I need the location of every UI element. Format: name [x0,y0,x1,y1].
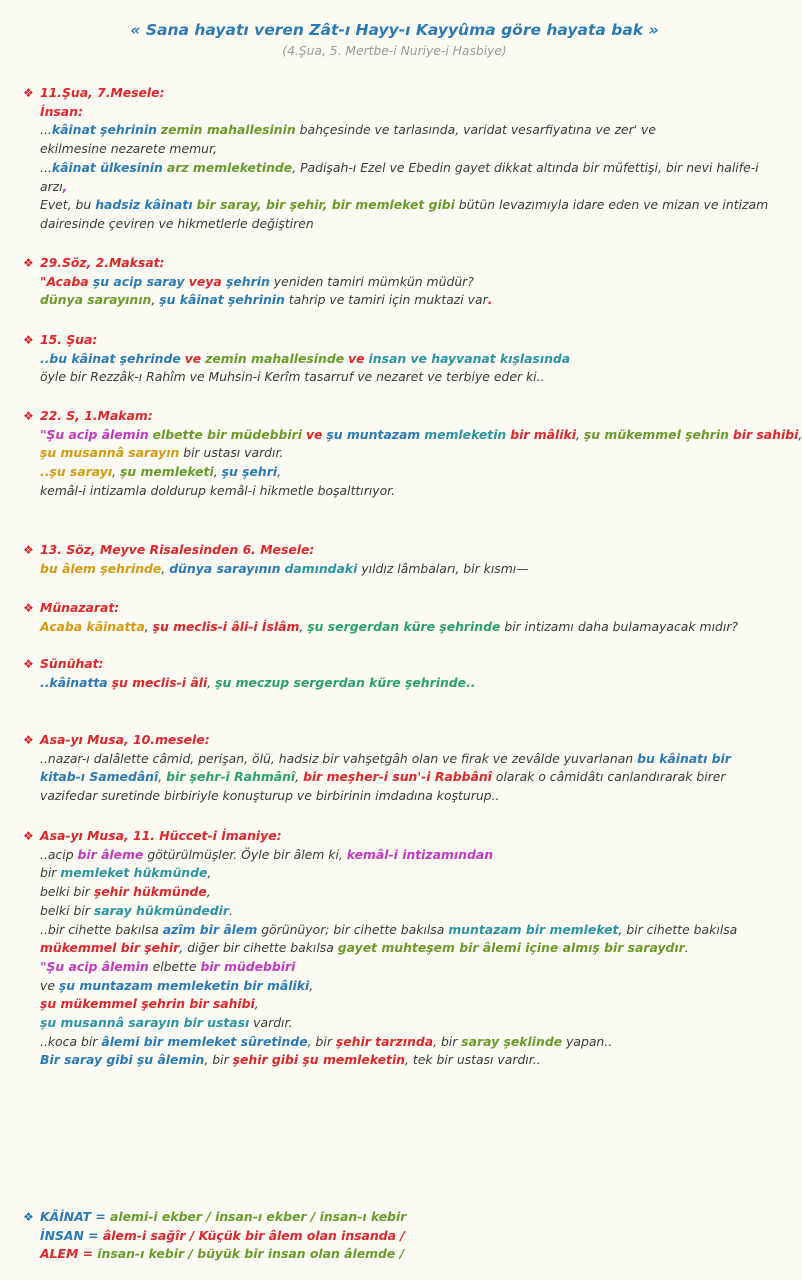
section [24,655,769,692]
text-line [24,273,769,292]
section-heading [24,599,769,618]
section [24,599,769,636]
text-line [24,1227,769,1246]
section-heading [24,331,769,350]
text-run: arzı [40,178,63,194]
text-run: , [207,674,216,690]
text-run: şu meczup sergerdan küre şehrinde.. [215,674,476,690]
text-run: olarak o câmidâtı canlandırarak birer [491,769,726,785]
text-run: , [299,618,308,634]
text-run: , [151,292,160,308]
text-line [24,350,769,369]
text-run: , [798,426,802,442]
text-run: ve [40,977,59,993]
text-run: , [213,464,222,480]
text-line [24,902,769,921]
text-run: yeniden tamiri mümkün müdür? [269,273,474,289]
text-line [24,921,769,940]
text-run: , [576,426,584,442]
text-run: , Padişah-ı Ezel ve Ebedin gayet dikkat altında bir müfettişi, bir nevi halife-i [292,159,759,175]
text-line [24,482,769,501]
diamond-bullet-icon: ❖ [23,86,34,100]
text-run: zemin mahallesinde [205,350,345,366]
text-run: bir müdebbiri [200,958,296,974]
text-run: şu meclis-i âli [111,674,208,690]
text-line [24,787,769,806]
text-run: , [207,865,212,881]
text-run: belki bir [40,884,94,900]
heading-text: 11.Şua, 7.Mesele: [40,85,165,100]
text-run: , diğer bir cihette bakılsa [179,940,338,956]
text-run: öyle bir Rezzâk-ı Rahîm ve Muhsin-i Kerîm tasarruf ve nezaret ve terbiye eder ki.. [40,369,545,385]
heading-text: Asa-yı Musa, 11. Hüccet-i İmaniye: [40,828,282,843]
text-run: vardır. [249,1015,293,1031]
text-run: , [161,560,170,576]
text-run: şu mükemmel şehrin [583,426,729,442]
section [24,84,769,234]
text-line [24,883,769,902]
diamond-bullet-icon: ❖ [23,409,34,423]
text-run: , [277,464,282,480]
text-run: mükemmel bir şehir [40,940,180,956]
text-run: kemâl-i intizamından [346,846,494,862]
text-run: ..koca bir [40,1033,102,1049]
text-run: şu muntazam memleketin bir mâliki [58,977,310,993]
text-line [24,368,769,387]
text-line [24,426,802,445]
text-run: dairesinde çeviren ve hikmetlerle değiştiren [40,215,314,231]
text-run: , bir [204,1052,233,1068]
text-run: şehrin [226,273,270,289]
text-line [24,995,769,1014]
diamond-bullet-icon: ❖ [23,829,34,843]
section [24,827,769,1070]
text-run: bir âleme [77,846,144,862]
text-line [24,958,769,977]
text-run: , bir cihette bakılsa [618,921,738,937]
diamond-bullet-icon: ❖ [23,256,34,270]
section [24,254,769,310]
text-run: ekilmesine nezarete memur, [40,141,217,157]
text-run: , [254,996,259,1012]
text-run: şu acip saray [92,273,185,289]
heading-text: 15. Şua: [40,332,98,347]
page-title: « Sana hayatı veren Zât-ı Hayy-ı Kayyûma göre hayata bak » [130,21,659,39]
text-run: bir mâliki [510,426,577,442]
text-run: muntazam bir memleket [448,921,619,937]
text-run: ..şu sarayı [40,464,113,480]
text-run: , [309,977,314,993]
text-run: Bir saray gibi şu âlemin [40,1052,205,1068]
text-run: "Şu acip âlemin [40,958,149,974]
section-heading [24,254,769,273]
text-run: , tek bir ustası vardır.. [405,1052,541,1068]
section [24,1208,769,1264]
text-line [24,674,769,693]
text-run: âlemi bir memleket sûretinde [101,1033,308,1049]
text-run: şehir hükmünde [93,884,207,900]
text-run: , [158,769,167,785]
section-heading [24,1208,769,1227]
text-run: hadsiz kâinatı [95,197,193,213]
text-line [24,178,769,197]
text-run: , [62,178,68,194]
text-run: ... [40,122,52,138]
text-run: bütün levazımıyla idare eden ve mizan ve intizam [454,197,769,213]
text-run: Acaba kâinatta [40,618,145,634]
text-line [24,939,769,958]
text-run: şu musannâ sarayın [40,445,180,461]
text-line [24,1245,769,1264]
heading-text: 29.Söz, 2.Maksat: [40,255,165,270]
text-run: bir sahibi [732,426,799,442]
text-line [24,121,769,140]
heading-text: Asa-yı Musa, 10.mesele: [40,732,210,747]
text-run: insan-ı kebir / büyük bir insan olan âlemde / [97,1246,405,1262]
text-line [24,1033,769,1052]
text-run: kâinat şehrinin [51,122,157,138]
text-run: şu muntazam [326,426,421,442]
text-run: ..bu kâinat şehrinde [40,350,181,366]
text-run: zemin mahallesinin [160,122,296,138]
text-run: bir meşher-i sun'-i Rabbânî [303,769,492,785]
text-run: ..acip [40,846,78,862]
text-run: şu şehri [221,464,278,480]
text-line [24,159,769,178]
text-run: "Acaba [40,273,93,289]
text-line [24,215,769,234]
text-run: arz memleketinde [166,159,293,175]
text-line [24,560,769,579]
diamond-bullet-icon: ❖ [23,733,34,747]
text-run: ve [305,426,323,442]
text-run: şu musannâ sarayın bir ustası [40,1015,250,1031]
text-run: . [684,940,689,956]
section [24,331,769,387]
text-line [24,291,769,310]
text-line [24,140,769,159]
text-run: vazifedar suretinde birbiriyle konuşturup ve birbirinin imdadına koşturup.. [40,788,500,804]
text-run: yıldız lâmbaları, bir kısmı— [357,560,529,576]
heading-text: 13. Söz, Meyve Risalesinden 6. Mesele: [40,542,315,557]
text-run: saray şeklinde [461,1033,563,1049]
diamond-bullet-icon: ❖ [23,1210,34,1224]
text-run: alemi-i ekber / insan-ı ekber / insan-ı kebir [110,1209,407,1224]
text-run: , [295,769,304,785]
text-run: insan ve hayvanat kışlasında [368,350,571,366]
text-run: şu sergerdan küre şehrinde [307,618,501,634]
text-run: saray hükmündedir [93,902,229,918]
section-heading [24,731,769,750]
text-run: kemâl-i intizamla doldurup kemâl-i hikmetle boşalttırıyor. [40,482,396,498]
text-line [24,864,769,883]
text-run: bir ustası vardır. [179,445,284,461]
text-line [24,750,769,769]
text-line [24,196,769,215]
text-run: , bir [307,1033,336,1049]
text-line [24,444,769,463]
text-run: azîm bir âlem [162,921,258,937]
section-heading [24,827,769,846]
text-line [24,618,769,637]
text-line [24,977,769,996]
text-run: şu mükemmel şehrin bir sahibi [40,996,255,1012]
text-line [24,1051,769,1070]
section-heading [24,84,769,103]
text-run: bir şehr-i Rahmânî [166,769,296,785]
text-run: bu âlem şehrinde [40,560,162,576]
heading-text: Münazarat: [40,600,120,615]
text-run: , [144,618,153,634]
text-run: bir intizamı daha bulamayacak mıdır? [500,618,739,634]
text-run: kâinat ülkesinin [51,159,163,175]
section-heading [24,655,769,674]
text-run: dünya sarayının [169,560,281,576]
text-run: memleketin [424,426,507,442]
text-run: ... [40,159,52,175]
text-line [24,768,769,787]
text-run: , [112,464,120,480]
heading-text: Sünühat: [40,656,104,671]
text-run: İnsan: [40,103,83,119]
text-run: "Şu acip âlemin [40,426,149,442]
text-run: elbette bir müdebbiri [152,426,302,442]
text-run: elbette [148,958,201,974]
text-run: , bir [433,1033,462,1049]
text-run: , [206,884,211,900]
text-line [24,463,769,482]
text-run: gayet muhteşem bir âlemi içine almış bir saraydır [337,940,685,956]
text-run: bahçesinde ve tarlasında, varidat vesarfiyatına ve zer' ve [295,122,656,138]
heading-text: 22. S, 1.Makam: [40,408,153,423]
text-run: ..kâinatta [40,674,108,690]
text-run: şu kâinat şehrinin [159,292,285,308]
text-line [24,846,769,865]
text-run: ..nazar-ı dalâlette câmid, perişan, ölü, hadsiz bir vahşetgâh olan ve firak ve zevâlde yuvarlanan [40,750,638,766]
section [24,541,769,578]
text-run: şu meclis-i âli-i İslâm [152,618,300,634]
text-run: âlem-i sağîr / Küçük bir âlem olan insanda / [102,1227,405,1243]
text-run: şu memleketi [119,464,214,480]
text-run: bu kâinatı bir [637,750,731,766]
text-run: ..bir cihette bakılsa [40,921,163,937]
section-heading [24,541,769,560]
text-run: görünüyor; bir cihette bakılsa [257,921,449,937]
text-run: şehir tarzında [335,1033,434,1049]
text-run: şehir gibi şu memleketin [232,1052,406,1068]
text-run: kitab-ı Samedânî [40,769,159,785]
section [23,407,802,501]
text-run: ALEM = [40,1246,98,1262]
text-run: bir [40,865,61,881]
page-subtitle: (4.Şua, 5. Mertbe-i Nuriye-i Hasbiye) [282,44,507,58]
text-run: Evet, bu [40,197,96,213]
diamond-bullet-icon: ❖ [23,657,34,671]
text-line [24,103,769,122]
text-run: veya [184,273,227,289]
text-line [24,1014,769,1033]
heading-text: KÂİNAT = [40,1209,111,1224]
text-run: ve [348,350,365,366]
diamond-bullet-icon: ❖ [23,333,34,347]
text-run: götürülmüşler. Öyle bir âlem ki, [143,846,347,862]
text-run: memleket hükmünde [60,865,208,881]
text-run: ve [184,350,202,366]
text-run: bir saray, bir şehir, bir memleket gibi [196,197,455,213]
text-run: . [487,292,493,308]
diamond-bullet-icon: ❖ [23,543,34,557]
section [24,731,769,806]
section-heading [24,407,769,426]
text-run: yapan.. [562,1033,613,1049]
text-run: dünya sarayının [40,292,152,308]
text-run: tahrip ve tamiri için muktazi var [284,292,488,308]
text-run: belki bir [40,902,94,918]
diamond-bullet-icon: ❖ [23,601,34,615]
text-run: damındaki [284,560,358,576]
text-run: İNSAN = [40,1227,103,1243]
text-run: . [228,902,233,918]
